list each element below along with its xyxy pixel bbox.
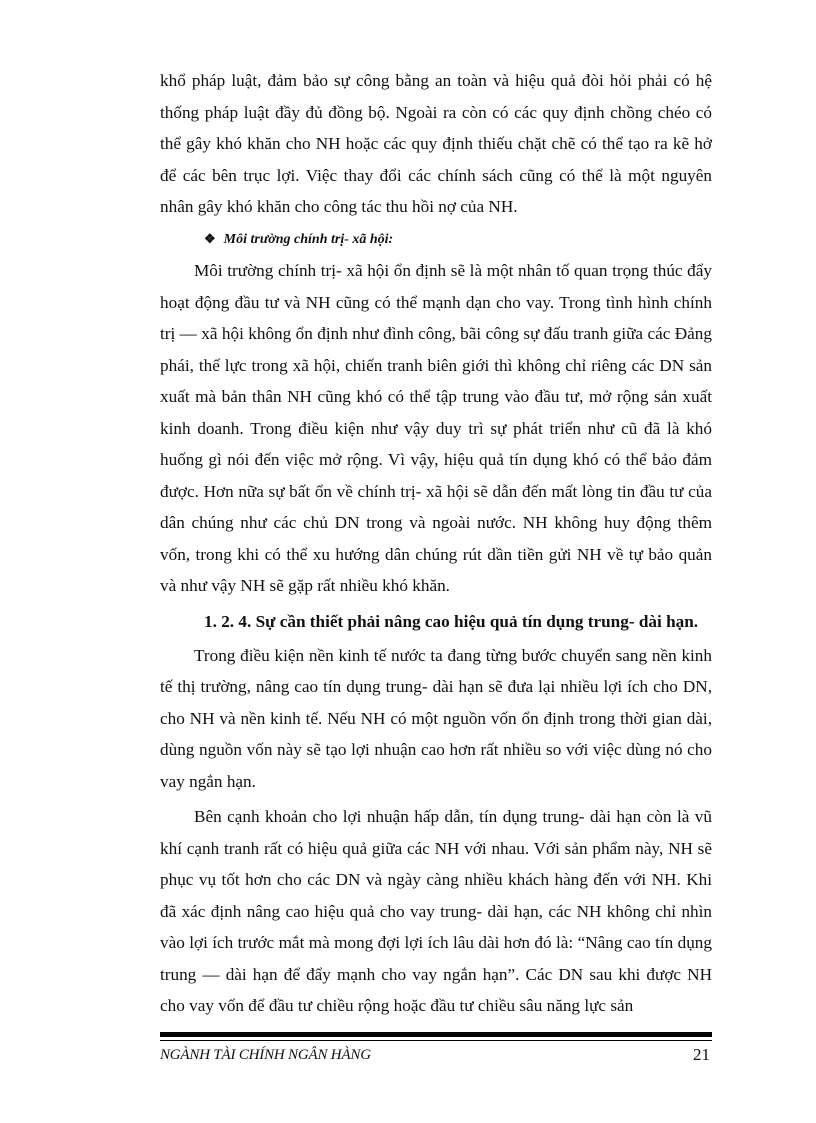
paragraph-competition: Bên cạnh khoản cho lợi nhuận hấp dẫn, tín dụng trung- dài hạn còn là vũ khí cạnh tranh rất có hiệu quả giữa các NH với nhau. Với sản phẩm này, NH sẽ phục vụ tốt hơn cho các DN và ngày càng nhiều khách hàng đến với NH. Khi đã xác định nâng cao hiệu quả cho vay trung- dài hạn, các NH không chỉ nhìn vào lợi ích trước mắt mà mong đợi lợi ích lâu dài hơn đó là: “Nâng cao tín dụng trung — dài hạn để đẩy mạnh cho vay ngắn hạn”. Các DN sau khi được NH cho vay vốn để đầu tư chiều rộng hoặc đầu tư chiều sâu năng lực sản (160, 807, 712, 1015)
section-heading: 1. 2. 4. Sự cần thiết phải nâng cao hiệu quả tín dụng trung- dài hạn. (204, 611, 699, 631)
footer-thin-rule (160, 1040, 712, 1041)
page-number: 21 (693, 1045, 710, 1064)
footer-thick-rule (160, 1032, 712, 1037)
subheading-political-social (160, 223, 712, 256)
paragraph-legal-environment: khổ pháp luật, đảm bảo sự công bằng an toàn và hiệu quả đòi hỏi phải có hệ thống pháp luật đầy đủ đồng bộ. Ngoài ra còn có các quy định chồng chéo có thể gây khó khăn cho NH hoặc các quy định thiếu chặt chẽ có thể tạo ra kẽ hở để các bên trục lợi. Việc thay đổi các chính sách cũng có thể là một nguyên nhân gây khó khăn cho công tác thu hồi nợ của NH. (160, 71, 712, 216)
paragraph-political-environment: Môi trường chính trị- xã hội ổn định sẽ là một nhân tố quan trọng thúc đẩy hoạt động đầu tư và NH cũng có thể mạnh dạn cho vay. Trong tình hình chính trị — xã hội không ổn định như đình công, bãi công sự đấu tranh giữa các Đảng phái, thế lực trong xã hội, chiến tranh biên giới thì không chỉ riêng các DN sản xuất mà bản thân NH cũng khó có thể tập trung vào đầu tư, mở rộng sản xuất kinh doanh. Trong điều kiện như vậy duy trì sự phát triển như cũ đã là khó huống gì nói đến việc mở rộng. Vì vậy, hiệu quả tín dụng khó có thể bảo đảm được. Hơn nữa sự bất ổn về chính trị- xã hội sẽ dẫn đến mất lòng tin đầu tư của dân chúng như các chủ DN trong và ngoài nước. NH không huy động thêm vốn, trong khi có thể xu hướng dân chúng rút dần tiền gửi NH về tự bảo quản và như vậy NH sẽ gặp rất nhiều khó khăn. (160, 261, 712, 595)
subheading-text: Môi trường chính trị- xã hội: (223, 231, 394, 247)
paragraph-necessity: Trong điều kiện nền kinh tế nước ta đang từng bước chuyển sang nền kinh tế thị trường, nâng cao tín dụng trung- dài hạn sẽ đưa lại nhiều lợi ích cho DN, cho NH và nền kinh tế. Nếu NH có một nguồn vốn ổn định trong thời gian dài, dùng nguồn vốn này sẽ tạo lợi nhuận cao hơn rất nhiều so với việc dùng nó cho vay ngắn hạn. (160, 645, 712, 791)
footer-department-title: NGÀNH TÀI CHÍNH NGÂN HÀNG (160, 1047, 371, 1063)
diamond-bullet-icon: ❖ (204, 230, 216, 246)
body-text (160, 65, 712, 1022)
